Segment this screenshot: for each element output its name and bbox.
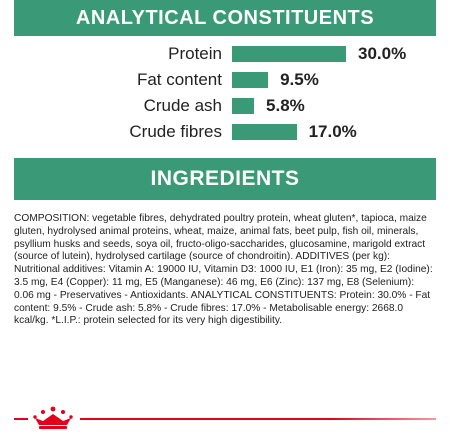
analytical-constituents-title: ANALYTICAL CONSTITUENTS (75, 7, 375, 29)
constituent-label: Crude ash (143, 96, 222, 115)
constituent-bar (232, 124, 297, 140)
constituent-row-crude-ash (0, 94, 450, 118)
constituent-bar (232, 98, 254, 114)
ingredients-composition-text: COMPOSITION: vegetable fibres, dehydrated poultry protein, wheat gluten*, tapioca, maize gluten, hydrolysed animal proteins, wheat, maize, animal fats, beet pulp, fish oil, minerals, psyllium husks and seeds, soya oil, fructo-oligo-saccharides, glucosamine, marigold extract (source of lutein), hydrolysed cartilage (source of chondroitin). ADDITIVES (per kg): Nutritional additives: Vitamin A: 19000 IU, Vitamin D3: 1000 IU, E1 (Iron): 35 mg, E2 (Iodine): 3.5 mg, E4 (Copper): 11 mg, E5 (Manganese): 46 mg, E6 (Zinc): 137 mg, E8 (Selenium): 0.06 mg - Preservatives - Antioxidants. ANALYTICAL CONSTITUENTS: Protein: 30.0% - Fat content: 9.5% - Crude ash: 5.8% - Crude fibres: 17.0% - Metabolisable energy: 2668.0 kcal/kg. *L.I.P.: protein selected for its very high digestibility. (14, 213, 433, 327)
constituent-row-fat-content (0, 68, 450, 92)
ingredients-title: INGREDIENTS (150, 167, 300, 190)
constituent-bar (232, 72, 268, 88)
constituent-row-crude-fibres (0, 120, 450, 144)
analytical-constituents-chart (0, 0, 450, 150)
constituent-value: 30.0% (358, 44, 407, 63)
footer-divider-right (80, 418, 436, 420)
royal-canin-crown-logo-icon (30, 405, 76, 431)
constituent-label: Protein (168, 44, 222, 63)
constituent-label: Fat content (136, 70, 222, 89)
constituent-label: Crude fibres (129, 122, 222, 141)
ingredients-header (14, 158, 436, 200)
constituent-value: 5.8% (266, 96, 305, 115)
constituent-row-protein (0, 42, 450, 66)
constituent-value: 9.5% (280, 70, 319, 89)
constituent-value: 17.0% (308, 122, 357, 141)
constituent-bar (232, 46, 346, 62)
footer-divider-left (14, 418, 28, 420)
